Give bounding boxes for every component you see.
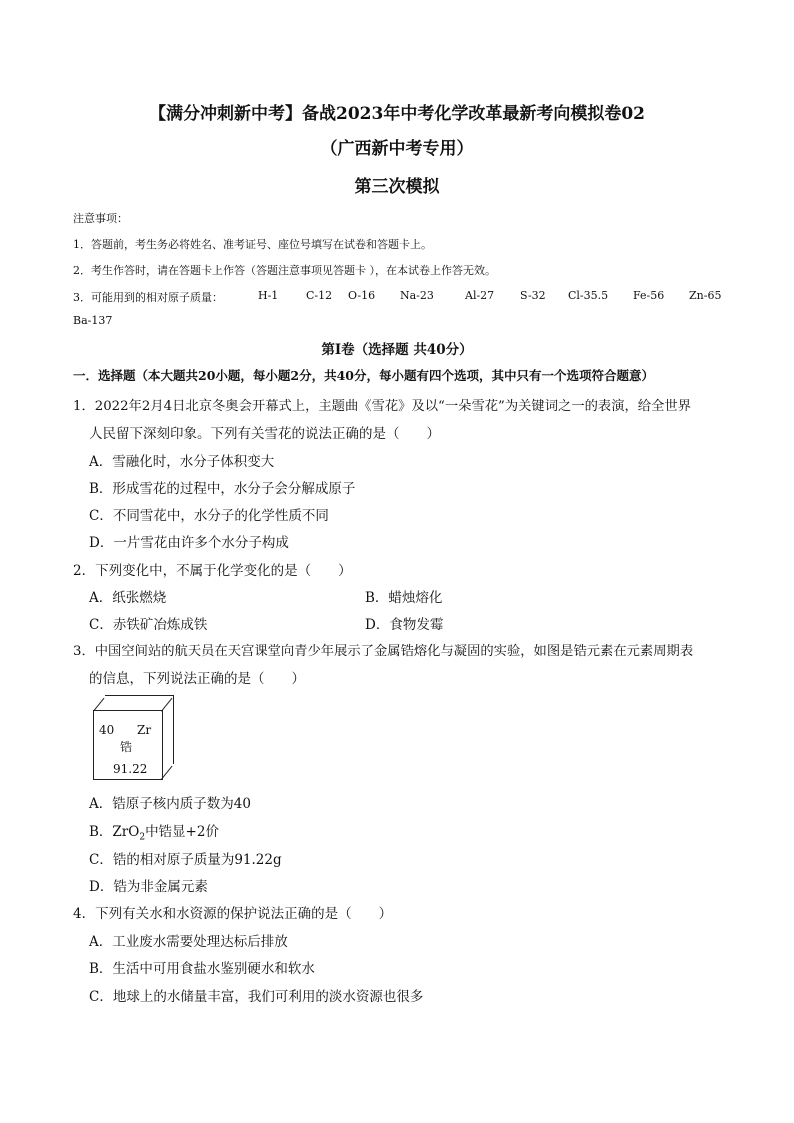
q3-stem-line2: 的信息，下列说法正确的是（ ）: [89, 671, 305, 687]
atomic-mass-item: O-16: [348, 289, 376, 302]
atomic-mass-item: H-1: [258, 289, 279, 302]
q2-option-b: B．蜡烛熔化: [365, 590, 443, 606]
exam-title: 【满分冲刺新中考】备战2023年中考化学改革最新考向模拟卷02: [149, 104, 645, 124]
element-atomic-mass: 91.22: [113, 762, 148, 776]
exam-round: 第三次模拟: [354, 177, 440, 197]
atomic-mass-item: Na-23: [400, 289, 434, 302]
q3-option-b-subscript: 2: [139, 832, 146, 843]
q3-option-b: [89, 820, 219, 843]
q2-option-a: A．纸张燃烧: [89, 590, 167, 606]
exam-subtitle: （广西新中考专用）: [320, 139, 474, 159]
q3-option-a: A．锆原子核内质子数为40: [89, 796, 251, 812]
notes-item-2: 2．考生作答时，请在答题卡上作答（答题注意事项见答题卡 ），在本试卷上作答无效。: [73, 264, 496, 277]
atomic-mass-item: Zn-65: [689, 289, 722, 302]
q1-option-a: A．雪融化时，水分子体积变大: [89, 454, 275, 470]
q4-option-a: A．工业废水需要处理达标后排放: [89, 934, 288, 950]
atomic-mass-item: S-32: [520, 289, 546, 302]
notes-item-1: 1．答题前，考生务必将姓名、准考证号、座位号填写在试卷和答题卡上。: [73, 238, 432, 251]
q4-option-b: B．生活中可用食盐水鉴别硬水和软水: [89, 961, 315, 977]
notes-item-3-label: 3．可能用到的相对原子质量：: [73, 291, 223, 304]
atomic-mass-item: Cl-35.5: [568, 289, 609, 302]
q3-option-b-prefix: B．ZrO: [89, 824, 140, 840]
q4-stem: 4．下列有关水和水资源的保护说法正确的是（ ）: [73, 906, 393, 922]
q2-option-d: D．食物发霉: [365, 617, 444, 633]
q3-option-b-suffix: 中锆显+2价: [145, 824, 219, 840]
q1-option-c: C．不同雪花中，水分子的化学性质不同: [89, 508, 329, 524]
q1-stem-line1: 1．2022年2月4日北京冬奥会开幕式上，主题曲《雪花》及以“一朵雪花”为关键词之一的表演，给全世界: [73, 399, 691, 414]
element-name: 锆: [120, 740, 133, 754]
q1-stem-line2: 人民留下深刻印象。下列有关雪花的说法正确的是（ ）: [89, 426, 440, 442]
q3-option-c: C．锆的相对原子质量为91.22g: [89, 852, 282, 868]
q3-stem-line1: 3．中国空间站的航天员在天宫课堂向青少年展示了金属锆熔化与凝固的实验，如图是锆元素在元素周期表: [73, 644, 694, 659]
element-atomic-number: 40: [99, 723, 115, 737]
section-title: 第Ⅰ卷（选择题 共40分）: [321, 342, 473, 358]
section-instruction: 一．选择题（本大题共20小题，每小题2分，共40分，每小题有四个选项，其中只有一个选项符合题意）: [73, 368, 654, 383]
q2-option-c: C．赤铁矿冶炼成铁: [89, 617, 208, 633]
atomic-mass-item: Al-27: [465, 289, 495, 302]
q3-option-d: D．锆为非金属元素: [89, 879, 208, 895]
q2-stem: 2．下列变化中，不属于化学变化的是（ ）: [73, 563, 352, 579]
atomic-mass-item: C-12: [306, 289, 333, 302]
q1-option-b: B．形成雪花的过程中，水分子会分解成原子: [89, 481, 356, 497]
q4-option-c: C．地球上的水储量丰富，我们可利用的淡水资源也很多: [89, 989, 424, 1005]
atomic-mass-overflow: Ba-137: [73, 314, 113, 327]
atomic-mass-list: [0, 289, 794, 305]
q1-option-d: D．一片雪花由许多个水分子构成: [89, 535, 289, 551]
element-symbol: Zr: [137, 723, 152, 737]
atomic-mass-item: Fe-56: [633, 289, 665, 302]
notes-heading: 注意事项：: [73, 212, 128, 225]
